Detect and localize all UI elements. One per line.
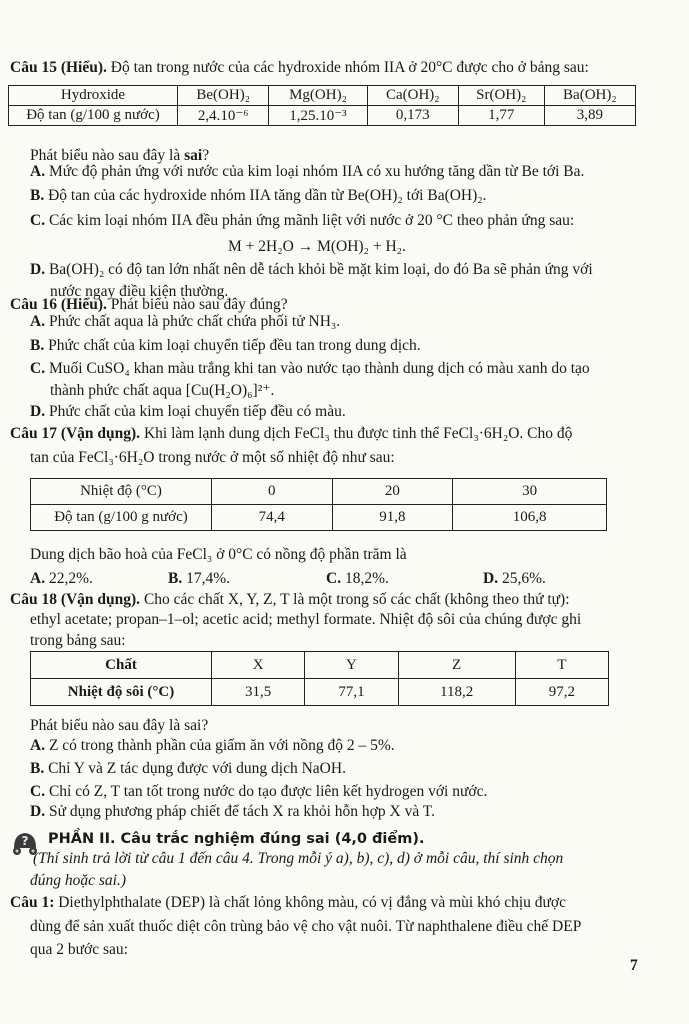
- option-text: Các kim loại nhóm IIA đều phản ứng mãnh liệt với nước ở 20 °C theo phản ứng sau:: [45, 212, 575, 229]
- table-cell: 30: [453, 479, 607, 505]
- q16-option-b: [30, 336, 421, 356]
- table-cell: 1,77: [458, 106, 544, 126]
- table-cell: 0: [212, 479, 333, 505]
- table-cell: 106,8: [453, 505, 607, 531]
- option-text: Sử dụng phương pháp chiết để tách X ra khỏi hỗn hợp X và T.: [45, 803, 435, 820]
- part2-q1-stem: [10, 893, 566, 913]
- q17-option-c: [326, 569, 389, 589]
- option-key: B.: [30, 187, 45, 204]
- option-key: B.: [168, 570, 183, 587]
- q17-option-b: [168, 569, 230, 589]
- q17-label: Câu 17 (Vận dụng).: [10, 425, 141, 442]
- table-cell: X: [212, 652, 305, 679]
- q15-equation: M + 2H₂O → M(OH)₂ + H₂.: [228, 238, 406, 255]
- table-row: [9, 86, 636, 106]
- q15-option-d: [30, 260, 593, 280]
- option-key: D.: [483, 570, 499, 587]
- option-key: A.: [30, 163, 46, 180]
- table-cell: 91,8: [332, 505, 453, 531]
- q18-option-b: [30, 759, 346, 779]
- table-cell: 74,4: [212, 505, 333, 531]
- q17-option-d: [483, 569, 546, 589]
- q16-label: Câu 16 (Hiểu).: [10, 296, 107, 313]
- table-cell: Độ tan (g/100 g nước): [31, 505, 212, 531]
- table-cell: Ba(OH)₂: [544, 86, 635, 106]
- q17-table: [30, 478, 607, 531]
- table-cell: Z: [398, 652, 515, 679]
- q17-stem-cont: tan của FeCl₃·6H₂O trong nước ở một số nhiệt độ như sau:: [30, 449, 395, 466]
- option-key: D.: [30, 803, 46, 820]
- part2-title: PHẦN II. Câu trắc nghiệm đúng sai (4,0 điểm).: [48, 831, 425, 847]
- q17-prompt: Dung dịch bão hoà của FeCl₃ ở 0°C có nồng độ phần trăm là: [30, 546, 407, 563]
- q15-option-d-cont: nước ngay điều kiện thường.: [50, 283, 229, 300]
- option-key: C.: [30, 783, 46, 800]
- table-cell: 0,173: [367, 106, 458, 126]
- table-cell: 97,2: [515, 679, 608, 706]
- q16-text: Phát biểu nào sau đây đúng?: [106, 296, 288, 313]
- option-text: Chỉ có Z, T tan tốt trong nước do tạo được liên kết hydrogen với nước.: [45, 783, 488, 800]
- q18-label: Câu 18 (Vận dụng).: [10, 591, 141, 608]
- table-cell: 77,1: [305, 679, 398, 706]
- q18-stem-cont2: trong bảng sau:: [30, 632, 126, 649]
- q15-table: [8, 85, 636, 126]
- table-cell: Hydroxide: [9, 86, 178, 106]
- option-key: C.: [30, 212, 46, 229]
- page-number: 7: [630, 957, 638, 974]
- option-key: C.: [326, 570, 342, 587]
- q18-option-d: [30, 802, 435, 822]
- part2-q1-cont2: qua 2 bước sau:: [30, 941, 128, 958]
- prompt-text: ?: [202, 147, 210, 164]
- q18-prompt: Phát biểu nào sau đây là sai?: [30, 717, 209, 734]
- table-cell: 20: [332, 479, 453, 505]
- table-cell: 118,2: [398, 679, 515, 706]
- option-text: Phức chất của kim loại chuyển tiếp đều tan trong dung dịch.: [44, 337, 421, 354]
- table-row: [31, 652, 609, 679]
- q18-option-c: [30, 782, 487, 802]
- option-key: B.: [30, 760, 45, 777]
- table-cell: Sr(OH)₂: [458, 86, 544, 106]
- option-text: 17,4%.: [182, 570, 231, 587]
- table-cell: Ca(OH)₂: [367, 86, 458, 106]
- table-row: [31, 505, 607, 531]
- table-cell: 3,89: [544, 106, 635, 126]
- option-text: Phức chất aqua là phức chất chứa phối tử NH₃.: [45, 313, 341, 330]
- table-cell: Chất: [31, 652, 212, 679]
- table-cell: Mg(OH)₂: [269, 86, 367, 106]
- q17-text: Khi làm lạnh dung dịch FeCl₃ thu được tinh thể FeCl₃·6H₂O. Cho độ: [140, 425, 573, 442]
- table-cell: 2,4.10⁻⁶: [178, 106, 269, 126]
- option-text: Độ tan của các hydroxide nhóm IIA tăng dần từ Be(OH)₂ tới Ba(OH)₂.: [44, 187, 487, 204]
- option-key: A.: [30, 570, 46, 587]
- prompt-emphasis: sai: [184, 147, 203, 164]
- q16-option-c: [30, 359, 590, 379]
- option-text: Mức độ phản ứng với nước của kim loại nhóm IIA có xu hướng tăng dần từ Be tới Ba.: [45, 163, 585, 180]
- q1-text: Diethylphthalate (DEP) là chất lỏng không màu, có vị đắng và mùi khó chịu được: [54, 894, 566, 911]
- option-text: 25,6%.: [498, 570, 546, 587]
- table-cell: Độ tan (g/100 g nước): [9, 106, 178, 126]
- q17-option-a: [30, 569, 93, 589]
- option-text: Chỉ Y và Z tác dụng được với dung dịch NaOH.: [44, 760, 346, 777]
- table-row: [31, 479, 607, 505]
- q18-stem-cont: ethyl acetate; propan–1–ol; acetic acid; methyl formate. Nhiệt độ sôi của chúng được ghi: [30, 611, 582, 628]
- q15-text: Độ tan trong nước của các hydroxide nhóm IIA ở 20°C được cho ở bảng sau:: [106, 59, 589, 76]
- option-text: 22,2%.: [45, 570, 93, 587]
- table-row: [9, 106, 636, 126]
- table-cell: Nhiệt độ sôi (°C): [31, 679, 212, 706]
- q15-label: Câu 15 (Hiểu).: [10, 59, 107, 76]
- option-key: A.: [30, 313, 46, 330]
- option-key: B.: [30, 337, 45, 354]
- q1-label: Câu 1:: [10, 894, 55, 911]
- option-text: Phức chất của kim loại chuyển tiếp đều có màu.: [45, 403, 346, 420]
- prompt-text: Phát biểu nào sau đây là: [30, 147, 185, 164]
- table-cell: 31,5: [212, 679, 305, 706]
- q15-stem: [10, 58, 589, 78]
- q17-stem: [10, 424, 572, 444]
- option-key: C.: [30, 360, 46, 377]
- q16-option-a: [30, 312, 340, 332]
- q16-option-c-cont: thành phức chất aqua [Cu(H₂O)₆]²⁺.: [50, 382, 275, 399]
- table-cell: T: [515, 652, 608, 679]
- q15-option-a: [30, 162, 584, 182]
- option-text: 18,2%.: [341, 570, 389, 587]
- table-cell: Be(OH)₂: [178, 86, 269, 106]
- option-text: Muối CuSO₄ khan màu trắng khi tan vào nước tạo thành dung dịch có màu xanh do tạo: [45, 360, 590, 377]
- option-text: Z có trong thành phần của giấm ăn với nồng độ 2 – 5%.: [45, 737, 395, 754]
- table-row: [31, 679, 609, 706]
- part2-instructions-cont: đúng hoặc sai.): [30, 872, 127, 889]
- q15-option-b: [30, 186, 487, 206]
- option-key: D.: [30, 261, 46, 278]
- q15-option-c: [30, 211, 574, 231]
- q18-table: [30, 651, 609, 706]
- q18-stem: [10, 590, 570, 610]
- option-text: Ba(OH)₂ có độ tan lớn nhất nên dễ tách khỏi bề mặt kim loại, do đó Ba sẽ phản ứng với: [45, 261, 593, 278]
- q18-text: Cho các chất X, Y, Z, T là một trong số các chất (không theo thứ tự):: [140, 591, 570, 608]
- q18-option-a: [30, 736, 395, 756]
- table-cell: Y: [305, 652, 398, 679]
- option-key: D.: [30, 403, 46, 420]
- option-key: A.: [30, 737, 46, 754]
- q16-option-d: [30, 402, 346, 422]
- table-cell: 1,25.10⁻³: [269, 106, 367, 126]
- part2-q1-cont: dùng để sản xuất thuốc diệt côn trùng bảo vệ cho vật nuôi. Từ naphthalene điều chế DEP: [30, 918, 582, 935]
- svg-text:?: ?: [21, 834, 29, 848]
- table-cell: Nhiệt độ (°C): [31, 479, 212, 505]
- part2-instructions: (Thí sinh trả lời từ câu 1 đến câu 4. Trong mỗi ý a), b), c), d) ở mỗi câu, thí sinh chọn: [33, 850, 564, 867]
